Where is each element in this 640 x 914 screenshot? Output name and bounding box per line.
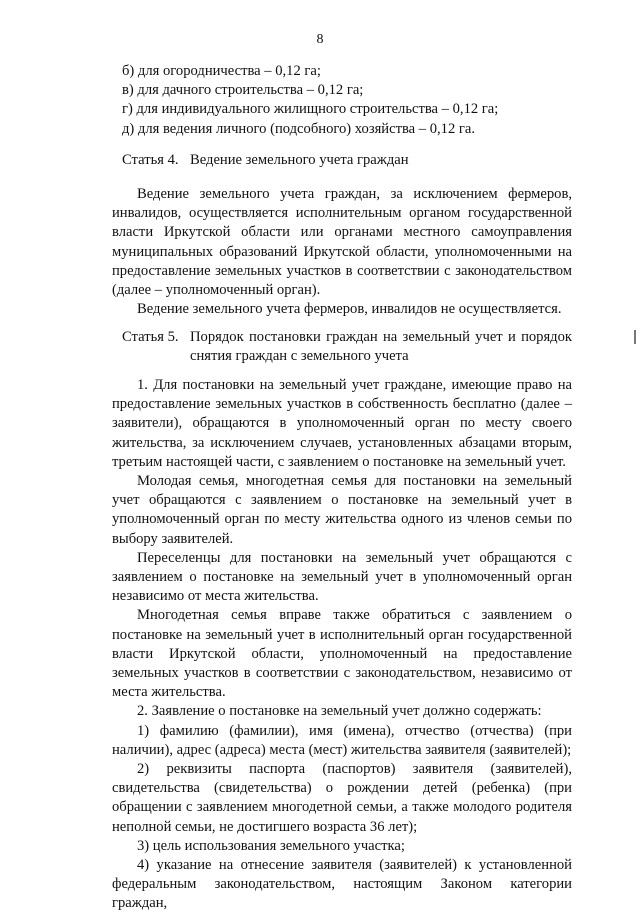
article5-title: Порядок постановки граждан на земельный учет и порядок снятия граждан с земельного учета: [190, 329, 572, 365]
article5-paragraph-3: Переселенцы для постановки на земельный учет обращаются с заявлением о постановке на земельный учет в уполномоченный орган независимо от места жительства.: [112, 549, 572, 605]
article4-number: Статья 4.: [122, 152, 179, 168]
article5-paragraph-6: 1) фамилию (фамилии), имя (имена), отчество (отчества) (при наличии), адрес (адреса) места (мест) жительства заявителя (заявителей);: [112, 722, 572, 758]
scan-edge-mark: [634, 330, 636, 344]
article5-paragraph-2: Молодая семья, многодетная семья для постановки на земельный учет обращаются с заявлением о постановке на земельный учет в уполномоченный орган по месту жительства одного из членов семьи по выбору заявителей.: [112, 473, 572, 547]
article4-title: Ведение земельного учета граждан: [190, 152, 409, 168]
article5-paragraph-1: 1. Для постановки на земельный учет граждане, имеющие право на предоставление земельных участков в собственность бесплатно (далее – заявители), обращаются в уполномоченный орган по месту своего жительства, за исключением случаев, установленных абзацами вторым, третьим настоящей части, с заявлением о постановке на земельный учет.: [112, 377, 572, 470]
list-item-b: б) для огородничества – 0,12 га;: [122, 63, 321, 79]
article5-paragraph-4: Многодетная семья вправе также обратиться с заявлением о постановке на земельный учет в исполнительный орган государственной власти Иркутской области, уполномоченный на предоставление земельных участков в соответствии с законодательством, независимо от места жительства.: [112, 607, 572, 701]
list-item-v: в) для дачного строительства – 0,12 га;: [122, 82, 364, 99]
article5-body: [112, 376, 572, 914]
article4-paragraph-2: Ведение земельного учета фермеров, инвалидов не осуществляется.: [137, 301, 562, 318]
page-number: 8: [316, 32, 324, 47]
article5-paragraph-8: 3) цель использования земельного участка;: [137, 837, 405, 854]
article5-paragraph-5: 2. Заявление о постановке на земельный учет должно содержать:: [137, 703, 542, 720]
article5-number: Статья 5.: [122, 329, 179, 345]
article5-heading: [112, 328, 572, 366]
list-item-d: д) для ведения личного (подсобного) хозяйства – 0,12 га.: [122, 120, 476, 137]
article4-heading: [112, 151, 572, 170]
article4-body: [112, 185, 572, 319]
article5-paragraph-9: 4) указание на отнесение заявителя (заявителей) к установленной федеральным законодательством, настоящим Законом категории граждан,: [112, 857, 572, 912]
article5-paragraph-7: 2) реквизиты паспорта (паспортов) заявителя (заявителей), свидетельства (свидетельства) о рождении детей (ребенка) (при обращении с заявлением многодетной семьи, а также молодого родителя неполной семьи, не достигшего возраста 36 лет);: [112, 761, 572, 835]
land-size-list: [112, 62, 572, 139]
article4-paragraph-1: Ведение земельного учета граждан, за исключением фермеров, инвалидов, осуществляется исполнительным органом государственной власти Иркутской области или органами местного самоуправления муниципальных образований Иркутской области, уполномоченными на предоставление земельных участков в соответствии с законодательством (далее – уполномоченный орган).: [112, 186, 572, 299]
list-item-g: г) для индивидуального жилищного строительства – 0,12 га;: [122, 101, 499, 118]
